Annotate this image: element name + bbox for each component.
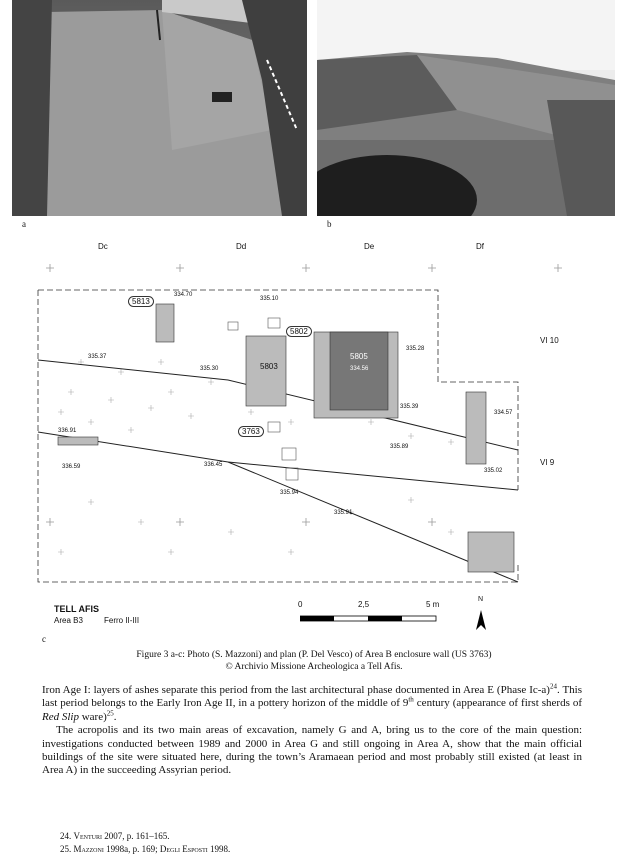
photo-b: [317, 0, 615, 216]
photo-a-image: [12, 0, 307, 216]
paragraph-2: The acropolis and its two main areas of excavation, namely G and A, bring us to the core of the main question: investigations conducted between 1989 and 2000 in Area G and still ongoing in Area A, show that the main official buildings of the site were situated here, during the town’s Aramaean period and most probably still existed (at least in Area A) in the succeeding Assyrian period.: [42, 724, 582, 777]
photo-a-label: a: [22, 219, 26, 229]
grid-col-label: Df: [476, 242, 484, 251]
grid-col-label: Dd: [236, 242, 247, 251]
figure-caption-line2: © Archivio Missione Archeologica a Tell Afis.: [225, 662, 403, 672]
north-label: N: [478, 596, 484, 603]
body-text: [42, 684, 582, 778]
elevation-label: 336.59: [62, 464, 81, 470]
grid-row-label: VI 10: [540, 336, 559, 345]
scale-label: 2,5: [358, 600, 370, 609]
elevation-label: 335.02: [484, 468, 503, 474]
grid-row-label: VI 9: [540, 458, 555, 467]
scale-label: 5 m: [426, 600, 440, 609]
site-plan-drawing: [28, 232, 588, 652]
north-arrow-icon: [474, 608, 488, 632]
plan-label: c: [42, 634, 46, 644]
locus-label: 3763: [238, 426, 264, 437]
footnote-25: 25. Mazzoni 1998a, p. 169; Degli Esposti 1998.: [60, 844, 231, 854]
photo-b-image: [317, 0, 615, 216]
grid-col-label: De: [364, 242, 375, 251]
elevation-label: 334.56: [350, 366, 369, 372]
elevation-label: 334.57: [494, 410, 513, 416]
elevation-label: 335.37: [88, 354, 107, 360]
elevation-label: 334.70: [174, 292, 193, 298]
footnote-24: 24. Venturi 2007, p. 161–165.: [60, 831, 170, 841]
elevation-label: 336.91: [58, 428, 77, 434]
elevation-label: 335.39: [400, 404, 419, 410]
plan-area: Area B3: [54, 616, 83, 625]
elevation-label: 335.91: [334, 510, 353, 516]
plan-phase: Ferro II-III: [104, 616, 140, 625]
scale-label: 0: [298, 600, 303, 609]
elevation-label: 335.94: [280, 490, 299, 496]
site-plan: [28, 232, 588, 652]
paragraph-1: Iron Age I: layers of ashes separate this period from the last architectural phase documented in Area E (Phase Ic-a)$^{24}$. This last period belongs to the Early Iron Age II, in a pottery horizon of the middle of 9th century (appearance of first sherds of Red Slip ware)$^{25}$.: [42, 682, 583, 723]
plan-site-name: TELL AFIS: [54, 604, 99, 614]
photo-a: [12, 0, 307, 216]
elevation-label: 335.28: [406, 346, 425, 352]
elevation-label: 335.10: [260, 296, 279, 302]
locus-label: 5813: [128, 296, 154, 307]
elevation-label: 336.45: [204, 462, 223, 468]
photo-b-label: b: [327, 219, 332, 229]
figure-caption-line1: Figure 3 a-c: Photo (S. Mazzoni) and plan (P. Del Vesco) of Area B enclosure wall (US 3763): [136, 650, 492, 660]
elevation-label: 335.89: [390, 444, 409, 450]
grid-col-label: Dc: [98, 242, 108, 251]
locus-label: 5805: [350, 352, 368, 361]
elevation-label: 335.30: [200, 366, 219, 372]
locus-label: 5802: [286, 326, 312, 337]
locus-label: 5803: [260, 362, 278, 371]
scale-bar: [300, 614, 440, 624]
